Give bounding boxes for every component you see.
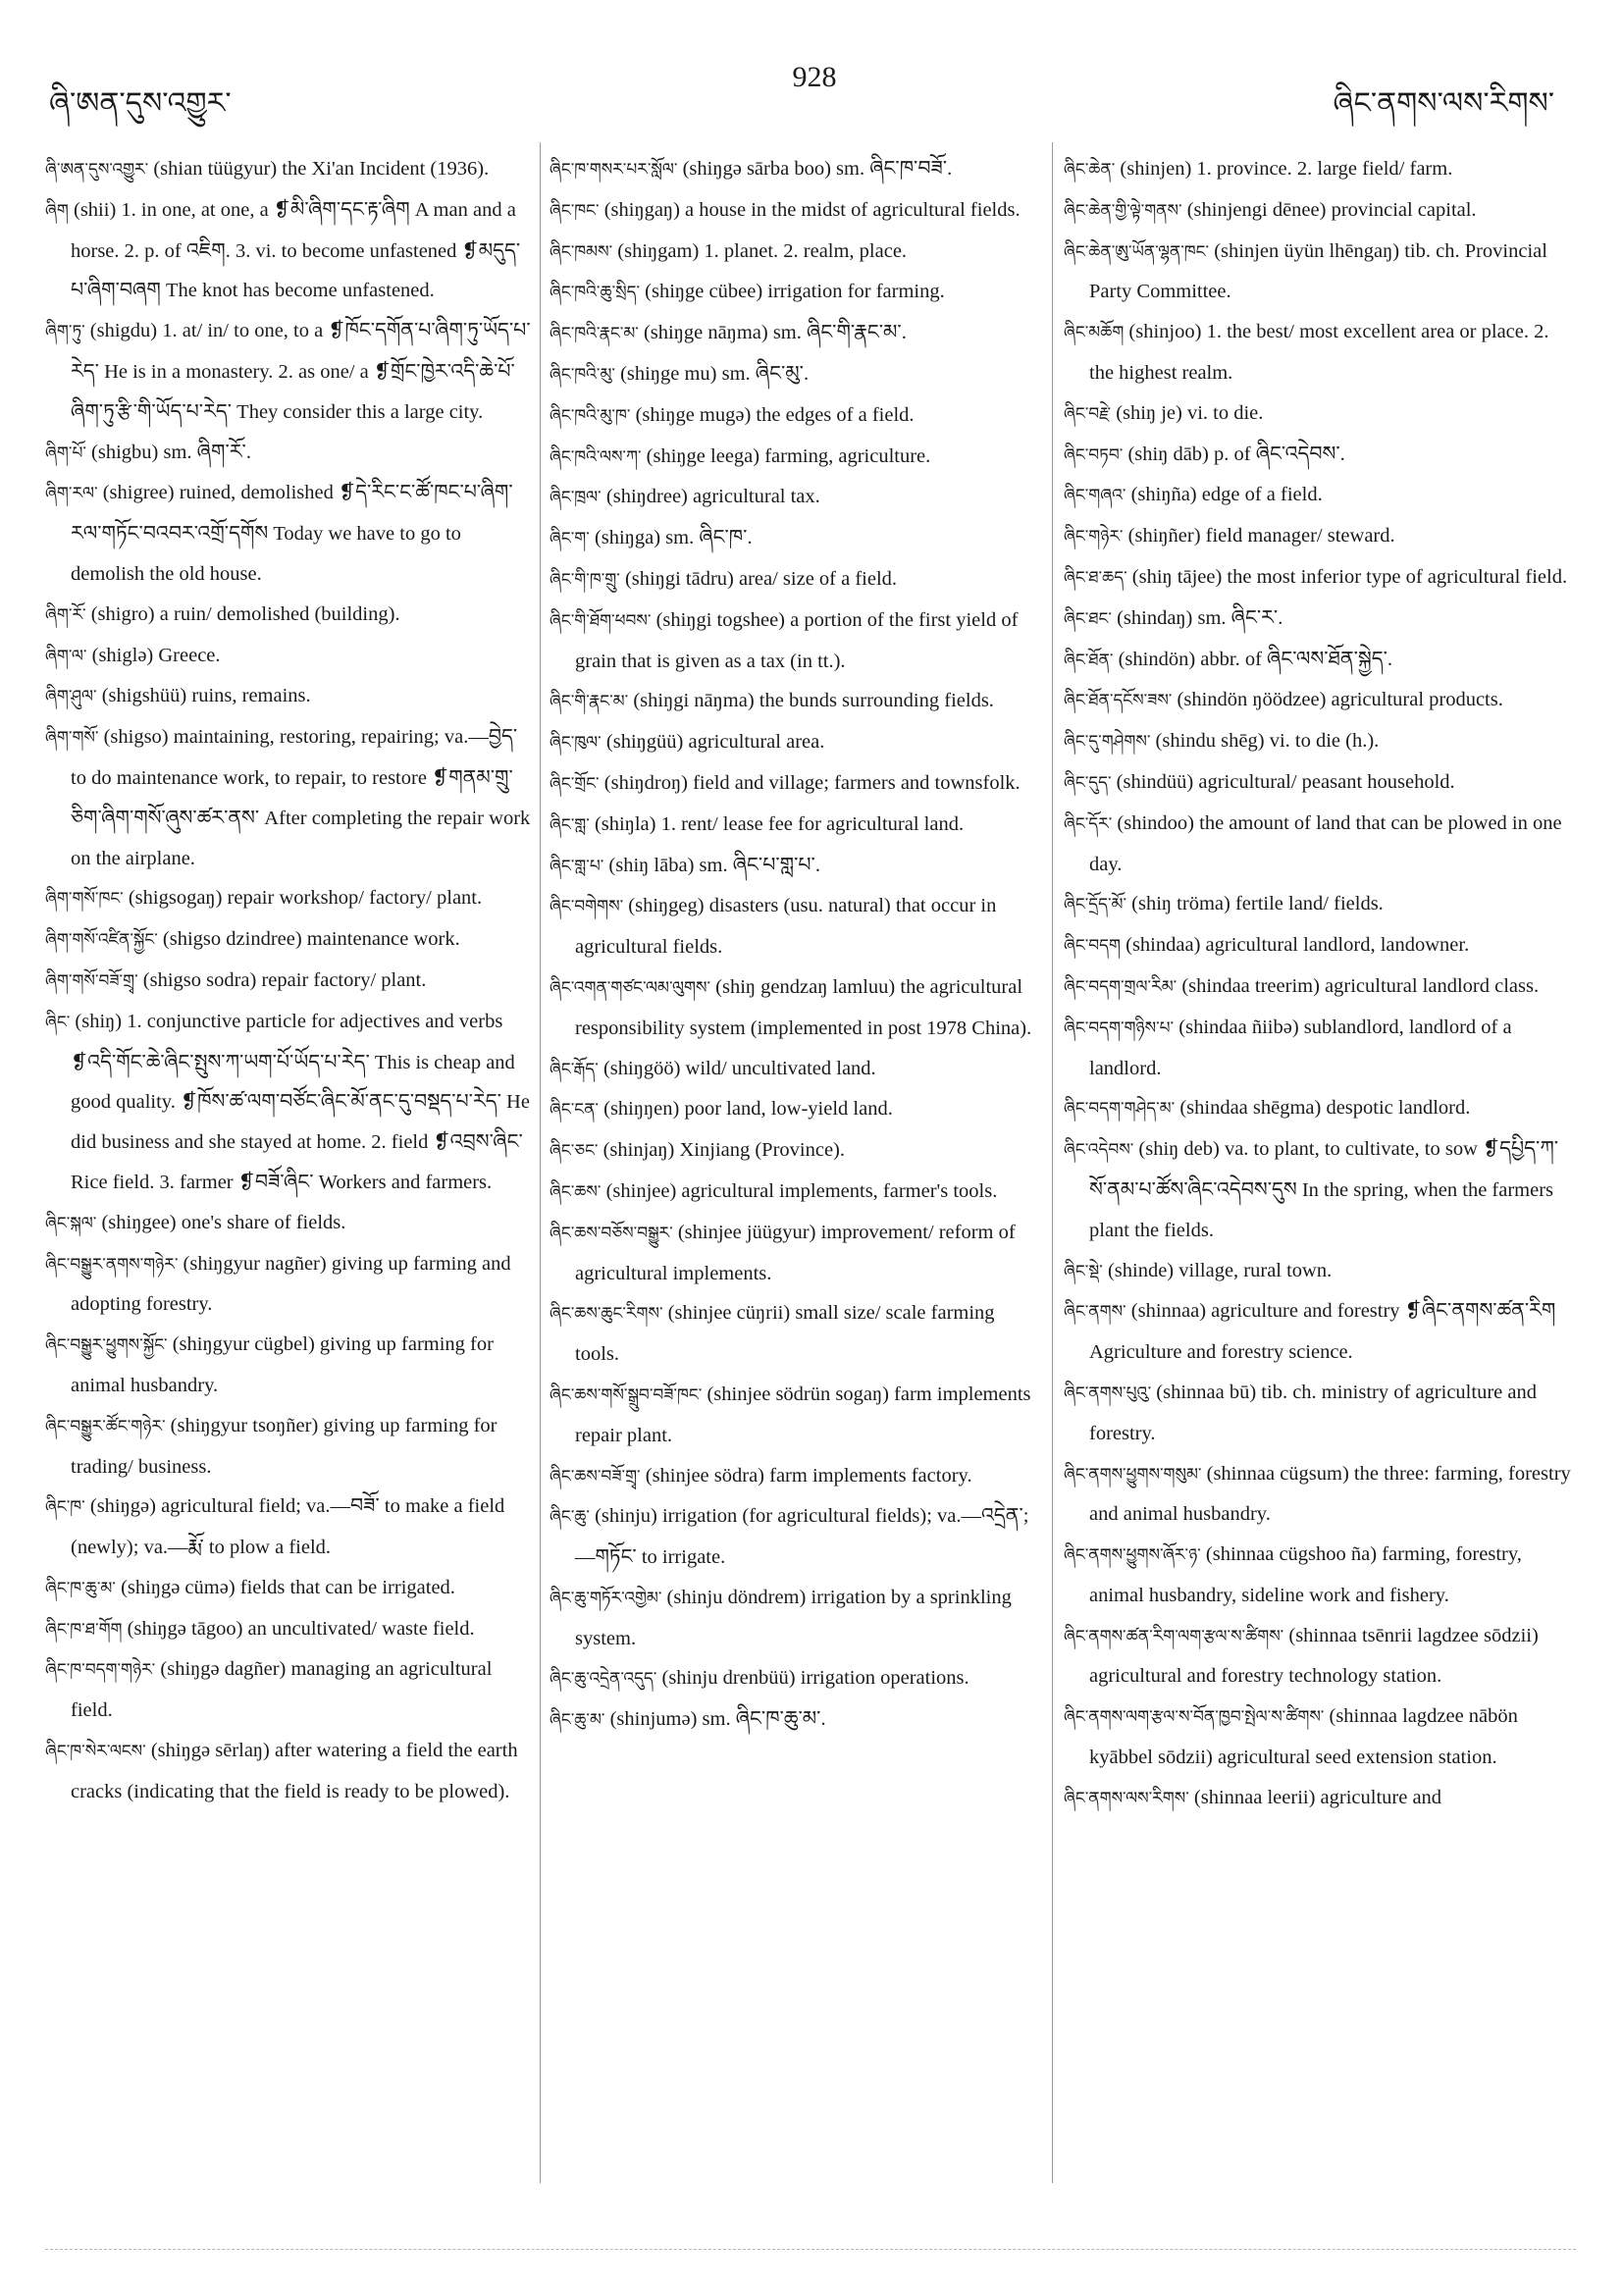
dictionary-entry [45,473,536,594]
entry-headword: ཞིང་ངན་ [550,1100,599,1121]
dictionary-entry [45,878,536,919]
entry-definition: (shindaa shēgma) despotic landlord. [1179,1097,1471,1120]
entry-headword: ཞིང་ཁྲལ་ [550,488,602,508]
entry-definition: (shinjumə) sm. ཞིང་ཁ་ཆུ་མ་. [609,1708,826,1731]
entry-headword: ཞིང་དྲོད་མོ་ [1064,895,1127,915]
entry-definition: (shinjaŋ) Xinjiang (Province). [602,1139,846,1162]
dictionary-entry [550,805,1040,846]
entry-headword: ཞིང་ཁང་ [550,200,600,221]
entry-headword: ཞིང་ཐོན་ [1064,650,1114,670]
entry-headword: ཞིག་རོ་ [45,604,86,625]
dictionary-entry [550,1049,1040,1090]
entry-headword: ཞིང་ཆེན་གྱི་ལྟེ་གནས་ [1064,200,1182,221]
entry-definition: (shiŋge mugə) the edges of a field. [635,403,915,426]
entry-definition: (shiŋñer) field manager/ steward. [1127,525,1395,548]
entry-headword: ཞིང་ཅང་ [550,1141,599,1162]
entry-headword: ཞིང་གི་རྣང་མ་ [550,692,629,712]
entry-definition: (shiŋ tröma) fertile land/ fields. [1131,893,1384,915]
entry-definition: (shindaŋ) sm. ཞིང་ར་. [1117,606,1283,629]
entry-definition: (shiŋge cübee) irrigation for farming. [645,281,945,303]
page-number: 928 [792,61,837,93]
entry-definition: (shinnaa tsēnrii lagdzee sōdzii) agricultural and forestry technology station. [1089,1624,1539,1688]
entry-definition: (shiŋŋen) poor land, low-yield land. [603,1098,893,1121]
entry-definition: (shindön ŋöödzee) agricultural products. [1177,689,1503,711]
entry-headword: ཞིང་ཐང་ [1064,608,1112,629]
dictionary-entry [550,600,1040,682]
entry-definition: (shiŋ gendzaŋ lamluu) the agricultural responsibility system (implemented in post 1978 China). [575,975,1032,1039]
entry-headword: ཞིང་ཁའི་མུ་ [550,364,615,385]
entry-definition: (shiŋgyur tsoŋñer) giving up farming for trading/ business. [71,1414,497,1478]
entry-definition: (shiŋdroŋ) field and village; farmers and townsfolk. [603,771,1021,794]
running-head-right: ཞིང་ནགས་ལས་རིགས་ [1333,86,1554,121]
entry-headword: ཞིང་ཆུ་མ་ [550,1710,605,1731]
entry-definition: (shiŋge nāŋma) sm. ཞིང་གི་རྣང་མ་. [643,322,907,344]
dictionary-entry [1064,804,1574,885]
column-divider [540,142,541,2183]
entry-definition: (shiŋ dāb) p. of ཞིང་འདེབས་. [1127,443,1345,465]
entry-headword: ཞིང་ཁའི་ལས་ཀ་ [550,446,642,467]
entry-definition: (shiŋgi nāŋma) the bunds surrounding fields. [633,690,994,712]
entry-definition: (shiŋgi tādru) area/ size of a field. [624,567,898,590]
entry-headword: ཞིང་དུ་གཤེགས་ [1064,732,1151,753]
dictionary-entry [1064,190,1574,232]
dictionary-entry [1064,599,1574,640]
dictionary-entry [1064,149,1574,190]
dictionary-entry [550,518,1040,559]
dictionary-entry [45,961,536,1002]
dictionary-entry [45,1649,536,1731]
dictionary-entry [45,149,536,190]
entry-headword: ཞིང་ཁའི་རྣང་མ་ [550,324,639,344]
entry-definition: (shindu shēg) vi. to die (h.). [1155,730,1380,753]
dictionary-entry [550,1658,1040,1699]
dictionary-entry [45,1609,536,1650]
entry-definition: (shiŋ lāba) sm. ཞིང་པ་གླ་པ་. [608,854,820,876]
entry-headword: ཞིང་ཆུ་འདྲེན་འདུད་ [550,1669,657,1690]
entry-definition: (shigshüü) ruins, remains. [101,685,311,707]
entry-headword: ཞིག་པོ་ [45,443,86,463]
dictionary-entry [45,1731,536,1812]
dictionary-entry [45,636,536,677]
entry-definition: (shiŋgə sārba boo) sm. ཞིང་ཁ་བཟོ་. [682,158,953,180]
entry-headword: ཞིང་བསྒྱུར་ཚོང་གཉེར་ [45,1416,166,1436]
entry-definition: (shindüü) agricultural/ peasant household. [1116,770,1455,793]
entry-headword: ཞིག་གསོ་ [45,728,99,749]
entry-definition: (shiŋge leega) farming, agriculture. [646,444,931,467]
entry-headword: ཞིང་གླ་པ་ [550,856,604,876]
dictionary-entry [45,433,536,474]
entry-headword: ཞིང་ཁུལ་ [550,733,602,754]
entry-headword: ཞིང་ནགས་ཕྱུགས་ཞོར་ཉ་ [1064,1545,1201,1566]
entry-headword: ཞིང་སྡེ་ [1064,1261,1103,1281]
entry-definition: (shiŋdree) agricultural tax. [605,486,820,508]
entry-definition: (shiŋla) 1. rent/ lease fee for agricultural land. [594,812,965,835]
entry-definition: (shinnaa lagdzee nābön kyābbel sōdzii) agricultural seed extension station. [1089,1705,1518,1769]
entry-definition: (shiŋgam) 1. planet. 2. realm, place. [617,239,908,262]
entry-definition: (shinjee jüügyur) improvement/ reform of agricultural implements. [575,1221,1016,1284]
entry-headword: ཞིག་རལ་ [45,484,98,504]
entry-definition: (shinjen üyün lhēngaŋ) tib. ch. Provincial Party Committee. [1089,239,1547,303]
entry-definition: (shinjee) agricultural implements, farmer's tools. [605,1179,998,1202]
entry-definition: (shinnaa leerii) agriculture and [1193,1786,1442,1808]
dictionary-entry [1064,557,1574,599]
dictionary-entry [550,1172,1040,1213]
dictionary-entry [550,559,1040,600]
dictionary-entry [550,395,1040,437]
entry-headword: ཞིང་ཁ་གསར་པར་སློལ་ [550,160,678,180]
entry-definition: (shiŋga) sm. ཞིང་ཁ་. [594,527,753,549]
dictionary-entry [550,681,1040,722]
dictionary-entry [1064,1251,1574,1292]
entry-definition: (shinjee cüŋrii) small size/ scale farming tools. [575,1302,995,1366]
entry-headword: ཞིག་གསོ་འཛིན་སྐྱོང་ [45,930,158,951]
entry-headword: ཞིག [45,200,69,221]
entry-headword: ཞིང་ཁམས་ [550,241,613,262]
entry-headword: ཞིང་ཁ་ཐ་གོག [45,1619,123,1640]
entry-headword: ཞིང་སྐལ་ [45,1213,97,1233]
dictionary-entry [1064,1129,1574,1250]
entry-definition: (shigsogaŋ) repair workshop/ factory/ plant. [128,887,483,910]
dictionary-entry [550,846,1040,887]
entry-definition: (shiŋ) 1. conjunctive particle for adjectives and verbs ❡འདི་གོང་ཆེ་ཞིང་སྤུས་ཀ་ཡག་པོ་ཡོད་པ་རེད་ This is cheap and good quality. ❡ཁོས་ཚ་ལག་བཙོང་ཞིང་མོ་ནང་དུ་བསྡད་པ་རེད་ He did business and she stayed at home. 2. field ❡འབྲས་ཞིང་ Rice field. 3. farmer ❡བཟོ་ཞིང་ Workers and farmers. [71,1010,530,1193]
entry-headword: ཞིང་ཁ་སེར་ལངས་ [45,1742,146,1762]
dictionary-entry [550,1089,1040,1130]
entry-definition: (shinjee södra) farm implements factory. [645,1464,972,1487]
entry-definition: (shiŋgə) agricultural field; va.—བཟོ་ to make a field (newly); va.—རྨོ་ to plow a field. [71,1495,505,1559]
dictionary-entry [1064,435,1574,476]
dictionary-entry [1064,1008,1574,1089]
running-head-left: ཞི་ཨན་དུས་འགྱུར་ [49,86,232,121]
entry-headword: ཞིང་འདེབས་ [1064,1140,1134,1161]
dictionary-entry [1064,721,1574,762]
entry-headword: ཞིང་གླ་ [550,814,590,835]
entry-headword: ཞིག་གསོ་བཟོ་གྲྭ་ [45,970,138,991]
entry-headword: ཞིག་ལ་ [45,646,87,666]
dictionary-entry [1064,312,1574,393]
entry-definition: (shigree) ruined, demolished ❡དེ་རིང་ང་ཚོ་ཁང་པ་ཞིག་རལ་གཏོང་བའབར་འགྲོ་དགོས Today we have to go to demolish the old house. [71,482,513,585]
bottom-scan-edge [45,2249,1576,2250]
entry-headword: ཞིང་ཆས་བཟོ་གྲྭ་ [550,1466,641,1487]
entry-headword: ཞིང་བདག་གཉིས་པ་ [1064,1018,1175,1038]
dictionary-entry [1064,232,1574,313]
entry-headword: ཞིང་ག་ [550,529,590,549]
dictionary-entry [1064,1778,1574,1819]
entry-definition: (shiŋge mu) sm. ཞིང་མུ་. [620,362,810,385]
entry-headword: ཞིང་གི་ཐོག་ཕབས་ [550,610,652,631]
entry-headword: ཞིང་ནགས་ལག་རྩལ་ས་བོན་ཁྱབ་སྤེལ་ས་ཚིགས་ [1064,1707,1325,1728]
entry-definition: (shigso) maintaining, restoring, repairing; va.—བྱེད་ to do maintenance work, to repair, to restore ❡གནམ་གྲུ་ཅིག་ཞིག་གསོ་ཞུས་ཚར་ནས་ After completing the repair work on the airplane. [71,726,531,869]
dictionary-entry [550,1496,1040,1578]
entry-headword: ཞིང་གི་ཁ་གྲུ་ [550,569,620,590]
dictionary-entry [1064,1535,1574,1616]
dictionary-entry [1064,475,1574,516]
entry-headword: ཞིང་བདག་གཤེད་མ་ [1064,1099,1176,1120]
dictionary-entry [1064,884,1574,925]
entry-headword: ཞིང་ཁའི་ཆུ་སྲིད་ [550,283,641,303]
dictionary-entry [1064,1454,1574,1536]
entry-definition: (shigdu) 1. at/ in/ to one, to a ❡ཁོང་དགོན་པ་ཞིག་ཏུ་ཡོད་པ་རེད་ He is in a monastery. 2. as one/ a ❡གྲོང་ཁྱེར་འདི་ཆེ་པོ་ཞིག་ཏུ་རྩི་གི་ཡོད་པ་རེད་ They consider this a large city. [71,320,531,423]
entry-definition: (shiŋgə tāgoo) an uncultivated/ waste field. [127,1617,475,1640]
dictionary-entry [45,1002,536,1203]
entry-definition: (shiŋña) edge of a field. [1130,484,1323,506]
entry-definition: (shiŋgə dagñer) managing an agricultural field. [71,1658,493,1722]
entry-definition: (shindoo) the amount of land that can be plowed in one day. [1089,811,1562,875]
entry-definition: (shinju drenbüü) irrigation operations. [661,1667,969,1690]
entry-headword: ཞིང་ཆས་ [550,1181,602,1202]
dictionary-entry [550,1699,1040,1741]
entry-headword: ཞིང་ནགས་ལས་རིགས་ [1064,1788,1189,1808]
entry-definition: (shian tüügyur) the Xi'an Incident (1936). [153,158,490,180]
entry-headword: ཞིང་ནགས་པུའུ་ [1064,1383,1152,1403]
entry-headword: ཞིང་ཐོན་དངོས་ཟས་ [1064,691,1173,711]
entry-headword: ཞིང་གཞའ་ [1064,486,1126,506]
dictionary-entry [1064,680,1574,721]
dictionary-entry [550,886,1040,967]
dictionary-entry [550,763,1040,805]
entry-headword: ཞིང་བཏབ་ [1064,444,1124,465]
entry-definition: (shinjen) 1. province. 2. large field/ farm. [1120,158,1453,180]
entry-definition: (shiŋ deb) va. to plant, to cultivate, to sow ❡དཔྱིད་ཀ་སོ་ནམ་པ་ཚོས་ཞིང་འདེབས་དུས In the spring, when the farmers plant the fields. [1089,1138,1559,1241]
dictionary-entry [550,1293,1040,1375]
entry-definition: (shinju döndrem) irrigation by a sprinkling system. [575,1586,1012,1649]
entry-headword: ཞིང་འགན་གཙང་ལམ་ལུགས་ [550,977,711,998]
entry-headword: ཞིང་གཉེར་ [1064,527,1124,548]
dictionary-entry [550,1578,1040,1659]
dictionary-entry [45,717,536,878]
dictionary-entry [550,1375,1040,1456]
dictionary-entry [45,595,536,636]
entry-headword: ཞིང་དོར་ [1064,813,1113,834]
entry-headword: ཞིག་ཏུ་ [45,322,85,342]
entry-definition: (shiŋgə sērlaŋ) after watering a field the earth cracks (indicating that the field is ready to be plowed). [71,1740,518,1802]
dictionary-entry [550,437,1040,478]
dictionary-entry [1064,1373,1574,1454]
dictionary-entry [1064,1088,1574,1129]
entry-headword: ཞིང་ཁའི་མུ་ཁ་ [550,405,631,426]
entry-headword: ཞིང་དུད་ [1064,772,1112,793]
dictionary-entry [550,1213,1040,1294]
entry-definition: (shindaa ñiibə) sublandlord, landlord of a landlord. [1089,1016,1512,1079]
entry-definition: (shindön) abbr. of ཞིང་ལས་ཐོན་སྐྱེད་. [1118,648,1393,670]
entry-definition: (shiŋgyur cügbel) giving up farming for animal husbandry. [71,1333,494,1396]
entry-headword: ཞིང་ནགས་ཕྱུགས་གསུམ་ [1064,1464,1202,1485]
entry-headword: ཞིང་རྒོད་ [550,1059,599,1079]
entry-headword: ཞིང་བདག་གྲལ་རིམ་ [1064,976,1178,997]
entry-headword: ཞིང་བསྒྱུར་ནགས་གཉེར་ [45,1254,179,1275]
dictionary-entry [45,1244,536,1326]
dictionary-entry [1064,1291,1574,1373]
entry-headword: ཞིང་ཆས་བཅོས་བསྒྱུར་ [550,1223,673,1243]
entry-definition: (shinju) irrigation (for agricultural fields); va.—འདྲེན་; —གཏོང་ to irrigate. [575,1505,1029,1569]
entry-definition: (shii) 1. in one, at one, a ❡མི་ཞིག་དང་རྟ་ཞིག A man and a horse. 2. p. of འཇིག. 3. vi. to become unfastened ❡མདུད་པ་ཞིག་བཞག The knot has become unfastened. [71,198,521,302]
entry-definition: (shiŋgaŋ) a house in the midst of agricultural fields. [603,198,1021,221]
dictionary-entry [1064,516,1574,557]
dictionary-entry [1064,925,1574,966]
dictionary-entry [45,1487,536,1568]
entry-definition: (shiŋgi togshee) a portion of the first yield of grain that is given as a tax (in tt.). [575,608,1019,672]
entry-definition: (shiŋ je) vi. to die. [1116,401,1264,424]
entry-definition: (shinnaa cügsum) the three: farming, forestry and animal husbandry. [1089,1462,1571,1526]
entry-headword: ཞིང་ཁ་ཆུ་མ་ [45,1578,116,1598]
dictionary-entry [550,967,1040,1049]
entry-headword: ཞིང་བགེགས་ [550,897,624,917]
dictionary-entry [550,722,1040,763]
entry-definition: (shinjee södrün sogaŋ) farm implements repair plant. [575,1383,1031,1446]
dictionary-entry [45,311,536,432]
entry-definition: (shigso dzindree) maintenance work. [162,928,460,951]
entry-headword: ཞིང་ཆེན་ཨུ་ཡོན་ལྷན་ཁང་ [1064,241,1210,262]
dictionary-entry [45,1406,536,1487]
dictionary-entry [550,232,1040,273]
dictionary-entry [45,190,536,311]
entry-definition: (shindaa treerim) agricultural landlord class. [1181,974,1540,997]
entry-definition: (shiŋgüü) agricultural area. [605,731,825,754]
dictionary-entry [550,313,1040,354]
entry-definition: (shiŋgeg) disasters (usu. natural) that occur in agricultural fields. [575,895,997,959]
entry-headword: ཞིང་ཆེན་ [1064,160,1116,180]
dictionary-entry [550,477,1040,518]
column-2 [550,149,1040,1741]
entry-headword: ཞིང་བརྗེ་ [1064,403,1112,424]
entry-definition: (shindaa) agricultural landlord, landowner. [1126,934,1470,957]
column-divider [1052,142,1053,2183]
entry-headword: ཞི་ཨན་དུས་འགྱུར་ [45,160,149,180]
entry-definition: (shinnaa) agriculture and forestry ❡ཞིང་ནགས་ཚན་རིག Agriculture and forestry science. [1089,1300,1556,1364]
entry-definition: (shinde) village, rural town. [1107,1259,1333,1281]
dictionary-entry [45,1568,536,1609]
dictionary-entry [45,1325,536,1406]
entry-headword: ཞིང་ཆུ་ [550,1507,590,1528]
entry-definition: (shigbu) sm. ཞིག་རོ་. [91,441,251,463]
dictionary-entry [550,190,1040,232]
entry-definition: (shiŋ tājee) the most inferior type of agricultural field. [1131,565,1568,588]
dictionary-entry [45,676,536,717]
entry-headword: ཞིང་བསྒྱུར་ཕྱུགས་སྐྱོང་ [45,1335,168,1356]
dictionary-entry [45,1203,536,1244]
dictionary-entry [1064,640,1574,681]
dictionary-entry [1064,1616,1574,1697]
dictionary-entry [1064,762,1574,804]
entry-headword: ཞིང་ཐ་ཆད་ [1064,567,1127,588]
entry-definition: (shigso sodra) repair factory/ plant. [142,968,427,991]
dictionary-entry [1064,966,1574,1008]
dictionary-entry [550,1130,1040,1172]
entry-definition: (shinnaa bū) tib. ch. ministry of agriculture and forestry. [1089,1381,1537,1444]
entry-definition: (shinjengi dēnee) provincial capital. [1186,198,1477,221]
entry-definition: (shiŋgee) one's share of fields. [101,1211,346,1233]
entry-headword: ཞིང་གྲོང་ [550,773,600,794]
entry-headword: ཞིང་ནགས་ཚན་རིག་ལག་རྩལ་ས་ཚིགས་ [1064,1626,1284,1646]
entry-definition: (shiŋgyur nagñer) giving up farming and adopting forestry. [71,1252,511,1316]
entry-definition: (shiglə) Greece. [91,644,221,666]
entry-headword: ཞིང་ [45,1012,71,1032]
entry-definition: (shiŋgə cümə) fields that can be irrigated. [121,1576,455,1598]
dictionary-entry [550,149,1040,190]
entry-headword: ཞིང་ཆས་ཆུང་རིགས་ [550,1304,663,1325]
dictionary-entry [1064,393,1574,435]
entry-headword: ཞིག་ཤུལ་ [45,687,97,707]
column-1 [45,149,536,1812]
entry-headword: ཞིང་མཆོག [1064,323,1125,343]
entry-headword: ཞིག་གསོ་ཁང་ [45,889,124,910]
entry-headword: ཞིང་ཁ་ [45,1497,85,1518]
entry-headword: ཞིང་ཆས་གསོ་སྒྲུབ་བཟོ་ཁང་ [550,1384,703,1405]
entry-definition: (shinnaa cügshoo ña) farming, forestry, animal husbandry, sideline work and fishery. [1089,1543,1522,1606]
dictionary-entry [45,919,536,961]
dictionary-entry [550,354,1040,395]
entry-headword: ཞིང་ཁ་བདག་གཉེར་ [45,1660,156,1681]
entry-definition: (shiŋgöö) wild/ uncultivated land. [602,1057,876,1079]
entry-definition: (shinjoo) 1. the best/ most excellent area or place. 2. the highest realm. [1089,321,1549,384]
column-3 [1064,149,1574,1819]
dictionary-entry [1064,1696,1574,1778]
entry-headword: ཞིང་ནགས་ [1064,1302,1126,1323]
dictionary-entry [550,272,1040,313]
entry-headword: ཞིང་ཆུ་གཏོར་འགྱེམ་ [550,1588,662,1608]
entry-definition: (shigro) a ruin/ demolished (building). [90,602,400,625]
entry-headword: ཞིང་བདག [1064,936,1121,957]
dictionary-entry [550,1456,1040,1497]
